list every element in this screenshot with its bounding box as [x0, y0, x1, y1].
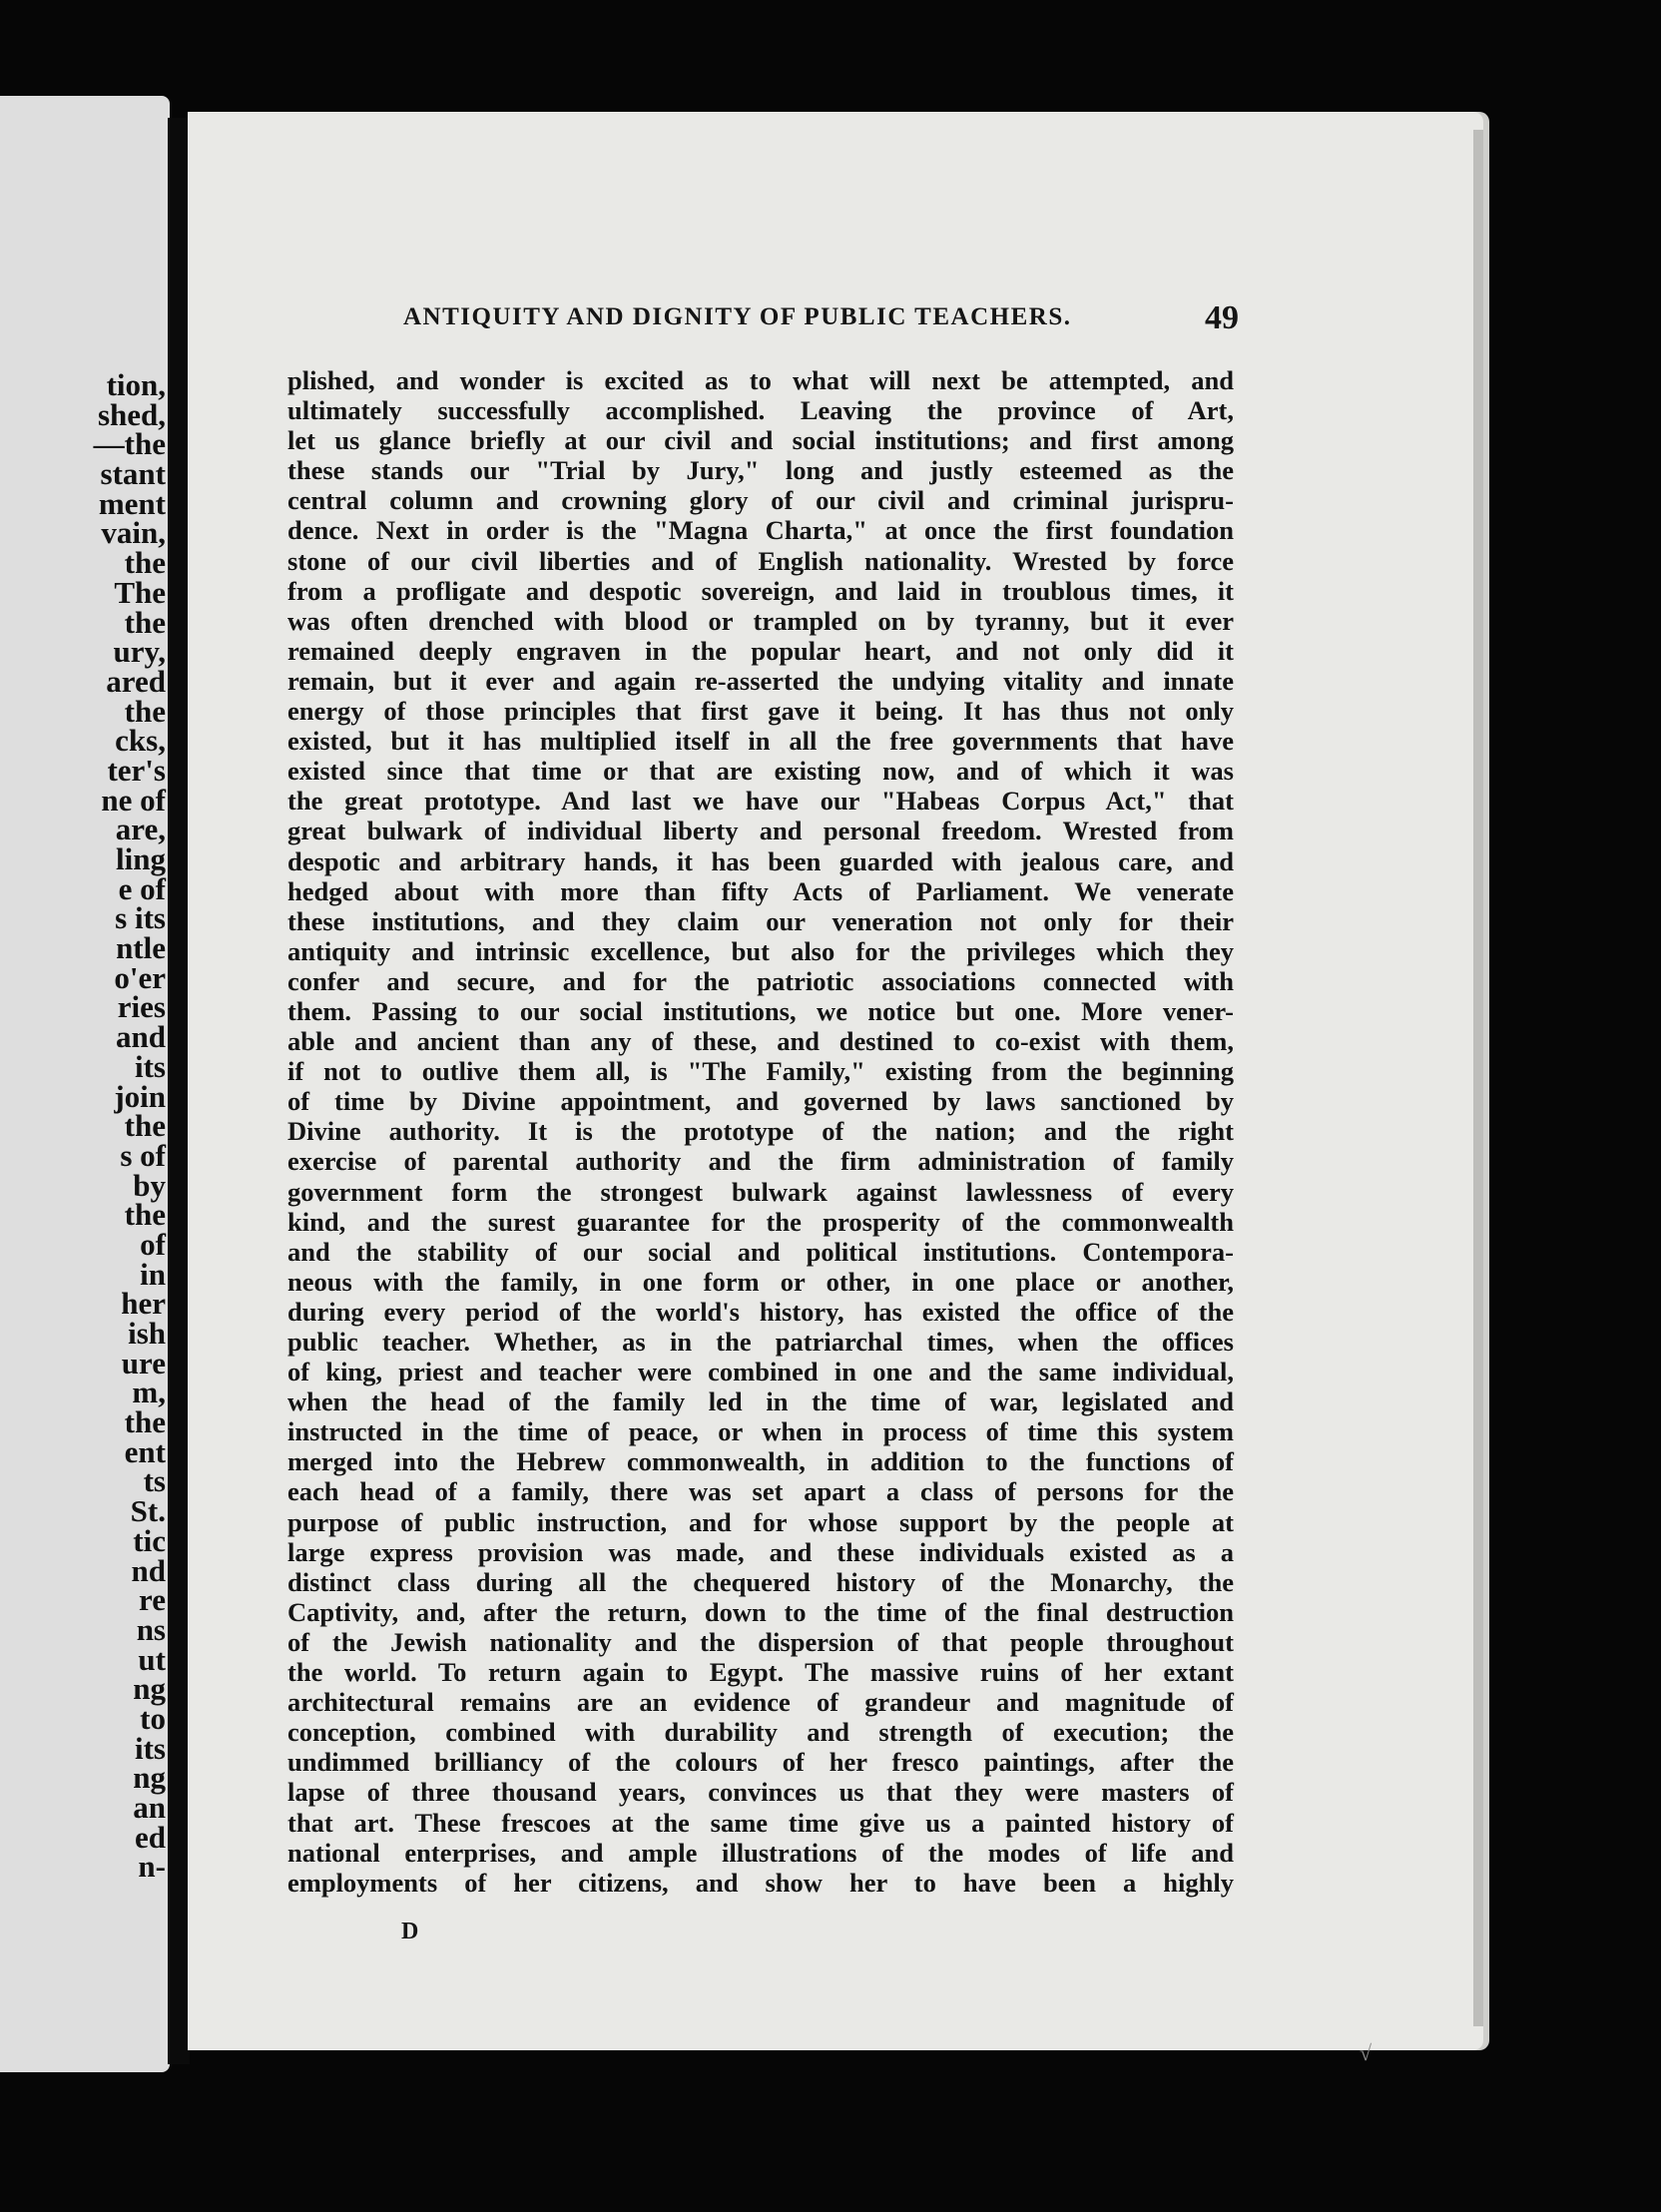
facing-page-line: ts [143, 1463, 166, 1499]
facing-page-line: e of [118, 870, 166, 906]
facing-page-line: ed [135, 1819, 166, 1855]
facing-page-line: by [133, 1167, 166, 1203]
facing-page-line: ling [116, 841, 166, 876]
facing-page-line: ent [124, 1433, 166, 1469]
margin-check-mark: √ [1360, 2040, 1373, 2065]
facing-page-line: ut [138, 1641, 166, 1677]
running-head [403, 299, 1249, 343]
facing-page-line: the [124, 545, 166, 581]
facing-page-line: s of [120, 1137, 166, 1173]
facing-page-line: m, [132, 1375, 166, 1410]
facing-page-line: the [124, 1108, 166, 1144]
facing-page-line: tion, [106, 367, 166, 402]
facing-page-line: are, [115, 812, 166, 847]
facing-page-line: ns [136, 1611, 166, 1647]
book-gutter [168, 118, 190, 2064]
facing-page-line: St. [130, 1493, 166, 1529]
facing-page-line: the [124, 693, 166, 729]
page-edge-shadow [1473, 130, 1483, 2026]
facing-page-line: its [135, 1048, 166, 1084]
facing-page-line: stant [100, 456, 166, 492]
facing-page-line: shed, [97, 396, 166, 432]
facing-page-line: ne of [101, 782, 166, 818]
facing-page-line: vain, [101, 515, 166, 551]
facing-page-line: o'er [114, 959, 166, 995]
facing-page-line: ntle [116, 930, 166, 966]
facing-page-line: ng [133, 1671, 166, 1707]
facing-page-line: tic [133, 1522, 166, 1558]
facing-page-line: s its [115, 900, 166, 936]
facing-page [0, 96, 170, 2072]
facing-page-line: an [133, 1790, 166, 1825]
facing-page-line: the [124, 604, 166, 640]
facing-page-line: her [121, 1286, 166, 1322]
facing-page-line: and [116, 1019, 166, 1055]
facing-page-line: the [124, 1197, 166, 1233]
facing-page-line: ment [98, 485, 166, 521]
facing-page-line: in [140, 1256, 166, 1292]
facing-page-line: ng [133, 1760, 166, 1796]
facing-page-line: —the [93, 426, 166, 462]
facing-page-line: join [114, 1078, 166, 1114]
facing-page-line: its [135, 1730, 166, 1766]
facing-page-line: cks, [115, 723, 166, 759]
facing-page-line: n- [138, 1849, 166, 1885]
body-text: plished, and wonder is excited as to what will next be attempted, and ultimately successfully accomplished. Leaving the province of Art, let us glance briefly at our civil and social institutions; and first among these stands our "Trial by Jury," long and justly esteemed as the central column and crowning glory of our civil and criminal jurispru- dence. Next in order is the "Magna Charta," at once the first foundation stone of our civil liberties and of English nationality. Wrested by force from a profligate and despotic sovereign, and laid in troublous times, it was often drenched with blood or trampled on by tyranny, but it ever remained deeply engraven in the popular heart, and not only did it remain, but it ever and again re-asserted the undying vitality and innate energy of those principles that first gave it being. It has thus not only existed, but it has multiplied itself in all the free governments that have existed since that time or that are existing now, and of which it was the great prototype. And last we have our "Habeas Corpus Act," that great bulwark of individual liberty and personal freedom. Wrested from despotic and arbitrary hands, it has been guarded with jealous care, and hedged about with more than fifty Acts of Parliament. We venerate these institutions, and they claim our veneration not only for their antiquity and intrinsic excellence, but also for the privileges which they confer and secure, and for the patriotic associations connected with them. Passing to our social institutions, we notice but one. More vener- able and ancient than any of these, and destined to co-exist with them, if not to outlive them all, is "The Family," existing from the beginning of time by Divine appointment, and governed by laws sanctioned by Divine authority. It is the prototype of the nation; and the right exercise of parental authority and the firm administration of family government form the strongest bulwark against lawlessness of every kind, and the surest guarantee for the prosperity of the commonwealth and the stability of our social and political institutions. Contempora- neous with the family, in one form or other, in one place or another, during every period of the world's history, has existed the office of the public teacher. Whether, as in the patriarchal times, when the offices of king, priest and teacher were combined in one and the same individual, when the head of the family led in the time of war, legislated and instructed in the time of peace, or when in process of time this system merged into the Hebrew commonwealth, in addition to the functions of each head of a family, there was set apart a class of persons for the purpose of public instruction, and for whose support by the people at large express provision was made, and these individuals existed as a distinct class during all the chequered history of the Monarchy, the Captivity, and, after the return, down to the time of the final destruction of the Jewish nationality and the dispersion of that people throughout the world. To return again to Egypt. The massive ruins of her extant architectural remains are an evidence of grandeur and magnitude of conception, combined with durability and strength of execution; the undimmed brilliancy of the colours of her fresco paintings, after the lapse of three thousand years, convinces us that they were masters of that art. These frescoes at the same time give us a painted history of national enterprises, and ample illustrations of the modes of life and employments of her citizens, and show her to have been a highly [287, 365, 1234, 1898]
facing-page-line: the [124, 1404, 166, 1440]
facing-page-line: ury, [113, 634, 166, 670]
facing-page-line: ared [106, 663, 166, 699]
page-number: 49 [1205, 299, 1239, 336]
facing-page-line: of [140, 1226, 166, 1262]
facing-page-line: ure [121, 1345, 166, 1381]
facing-page-line: re [139, 1582, 166, 1618]
facing-page-text [93, 367, 166, 1885]
running-title: ANTIQUITY AND DIGNITY OF PUBLIC TEACHERS. [403, 303, 1072, 330]
facing-page-line: ter's [107, 752, 166, 788]
facing-page-line: to [140, 1700, 166, 1736]
facing-page-line: ish [128, 1316, 166, 1351]
facing-page-line: The [114, 574, 166, 610]
facing-page-line: ries [117, 989, 166, 1025]
facing-page-line: nd [131, 1552, 166, 1588]
signature-mark: D [401, 1919, 419, 1944]
